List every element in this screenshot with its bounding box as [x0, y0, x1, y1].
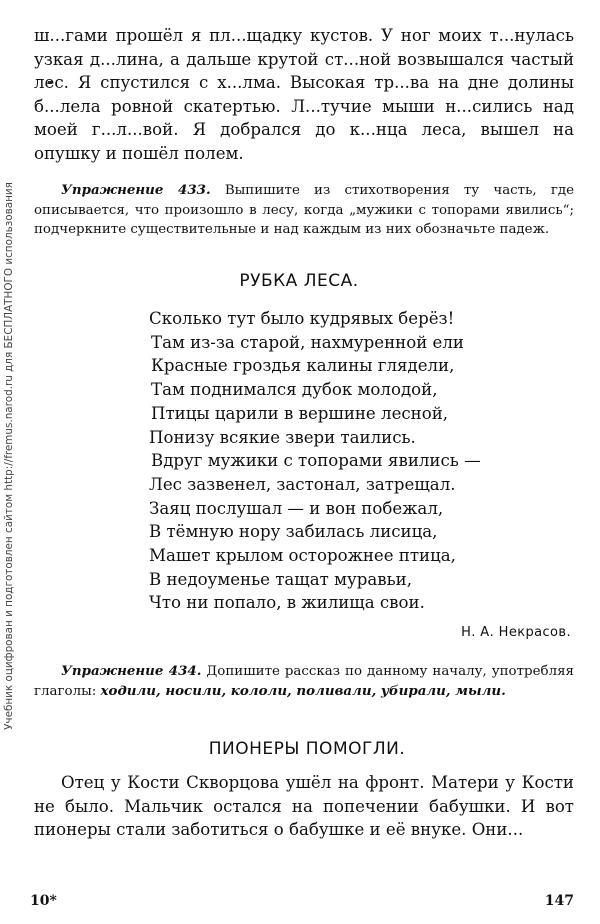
story-title: ПИОНЕРЫ ПОМОГЛИ. — [208, 739, 406, 759]
poem-line: Лес зазвенел, застонал, затрещал. — [149, 474, 456, 494]
opening-paragraph: ш...гами прошёл я пл...щадку кустов. У ног моих т...нулась узкая д...лина, а дальше крутой ст...ной возвышался частый лес. Я спустился с х...лма. Высокая тр...ва на дне долины б...лела ровной скатертью. Л...тучие мыши н...сились над моей г...л...вой. Я добрался до к...нца леса, вышел на опушку и пошёл полем. — [34, 26, 574, 163]
poem-line: Понизу всякие звери таились. — [149, 427, 416, 447]
exercise-434 — [34, 662, 574, 701]
exercise-434-verbs: ходили, носили, кололи, поливали, убирали, мыли. — [100, 682, 506, 699]
poem-line: Там из-за старой, нахмуренной ели — [151, 332, 464, 352]
poem — [149, 307, 481, 615]
poem-line: Птицы царили в вершине лесной, — [151, 403, 449, 423]
exercise-434-label: Упражнение 434. — [61, 663, 202, 679]
poem-line: Вдруг мужики с топорами явились — — [151, 451, 481, 471]
signature-mark: 10* — [30, 893, 57, 909]
exercise-433-text: Выпишите из стихотворения ту часть, где описывается, что произошло в лесу, когда „мужики с топорами явились“; подчеркните существительные и над каждым из них обозначьте падеж. — [34, 183, 574, 238]
poem-line: В тёмную нору забилась лисица, — [149, 522, 438, 542]
side-watermark-text: Учебник оцифрован и подготовлен сайтом http://fremus.narod.ru для БЕСПЛАТНОГО использования — [3, 182, 15, 730]
exercise-434-text: Допишите рассказ по данному началу, употребляя глаголы: — [34, 664, 574, 699]
poem-line: Заяц послушал — и вон побежал, — [149, 498, 444, 518]
poem-line: Там поднимался дубок молодой, — [151, 380, 438, 400]
exercise-433 — [34, 181, 574, 240]
poem-line: Что ни попало, в жилища свои. — [149, 593, 425, 613]
poem-line: В недоуменье тащат муравьи, — [149, 569, 412, 589]
poem-line: Сколько тут было кудрявых берёз! — [149, 309, 455, 328]
poem-line: Машет крылом осторожнее птица, — [149, 546, 456, 566]
page-number: 147 — [544, 893, 574, 909]
side-watermark — [1, 156, 17, 756]
poem-title: РУБКА ЛЕСА. — [239, 271, 359, 291]
story-text: Отец у Кости Скворцова ушёл на фронт. Матери у Кости не было. Мальчик остался на попечении бабушки. И вот пионеры стали заботиться о бабушке и её внуке. Они... — [34, 773, 574, 839]
poem-author: Н. А. Некрасов. — [461, 625, 571, 640]
poem-line: Красные гроздья калины глядели, — [151, 356, 455, 376]
exercise-433-label: Упражнение 433. — [61, 182, 211, 198]
